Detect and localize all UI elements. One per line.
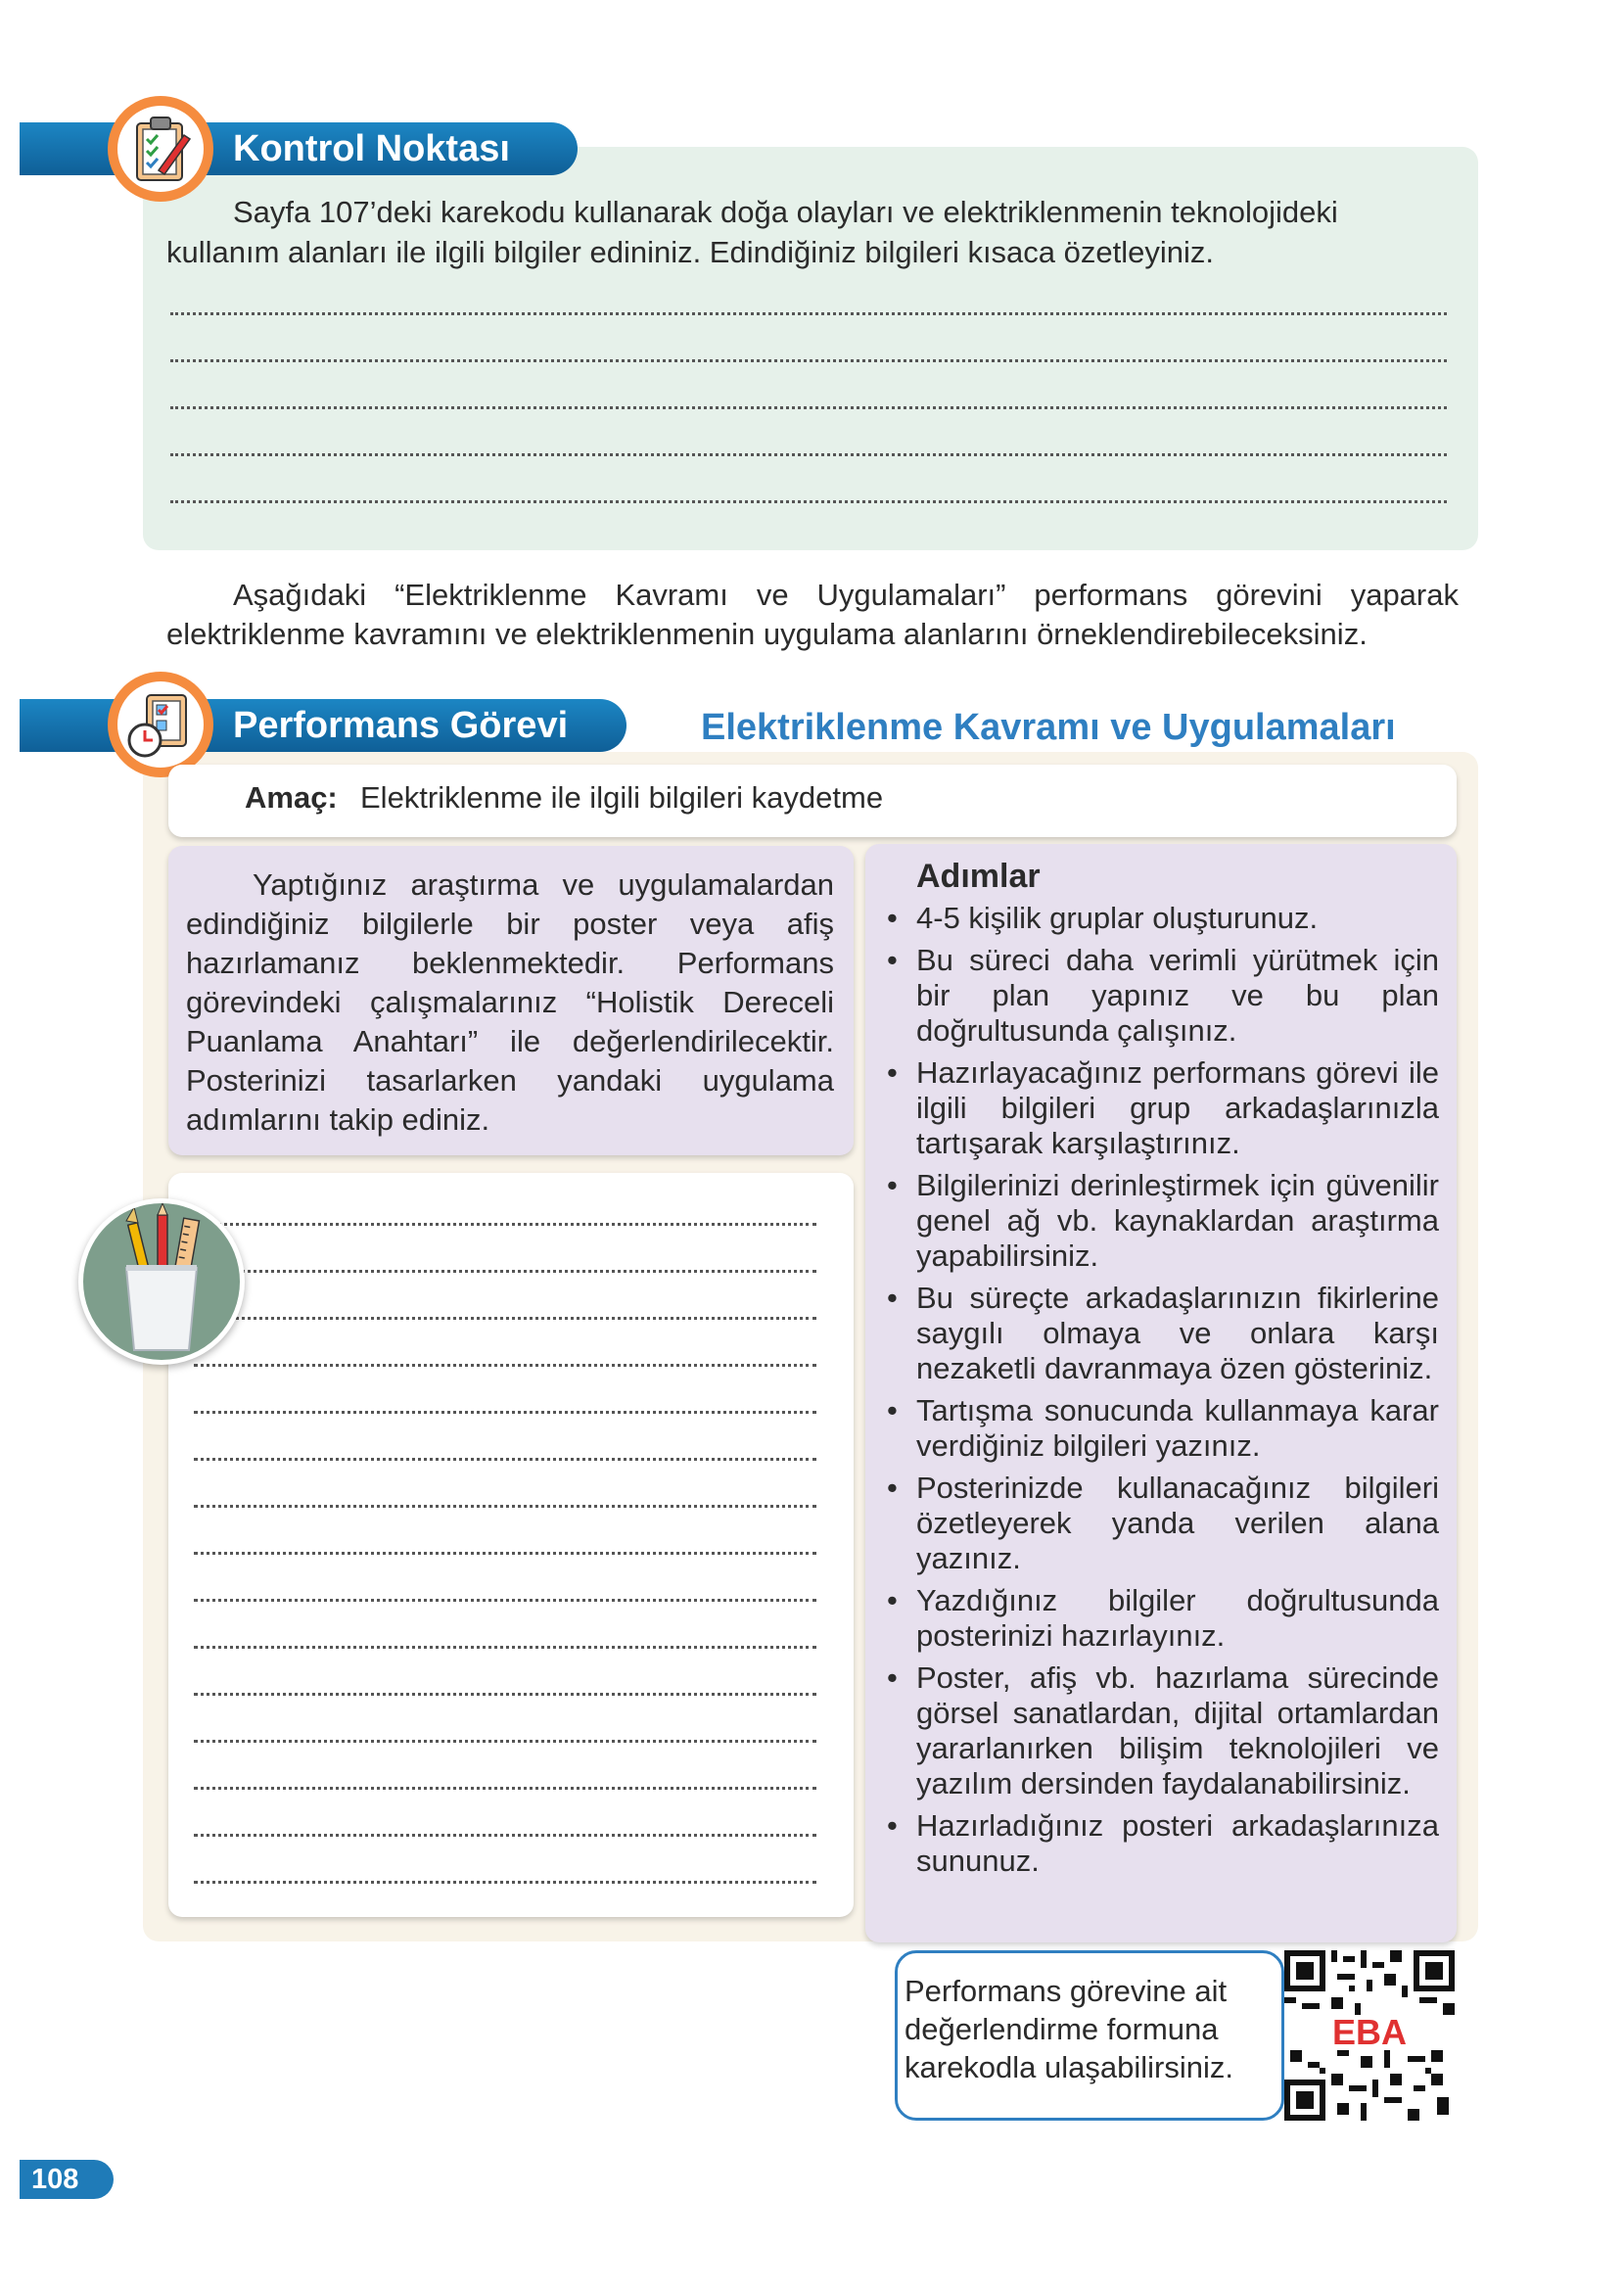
page-number: 108 — [20, 2160, 114, 2199]
writing-line[interactable] — [194, 1504, 816, 1508]
writing-line[interactable] — [194, 1457, 816, 1461]
kontrol-title: Kontrol Noktası — [233, 128, 510, 169]
amac-label: Amaç: — [245, 780, 338, 815]
writing-line[interactable] — [194, 1269, 816, 1273]
performans-subtitle: Elektriklenme Kavramı ve Uygulamaları — [701, 707, 1396, 748]
answer-line[interactable] — [170, 311, 1447, 315]
clock-checklist-icon — [125, 689, 196, 760]
eba-logo-text: EBA — [1331, 2012, 1408, 2052]
step-item: • Bu süreçte arkadaşlarınızın fikirlerine saygılı olmaya ve onlara karşı nezaketli davranmaya özen gösteriniz. — [879, 1281, 1439, 1386]
step-item: • Tartışma sonucunda kullanmaya karar verdiğiniz bilgileri yazınız. — [879, 1393, 1439, 1464]
writing-line[interactable] — [194, 1222, 816, 1226]
performans-badge — [108, 672, 213, 777]
writing-line[interactable] — [194, 1786, 816, 1790]
writing-line[interactable] — [194, 1551, 816, 1555]
pencil-cup-icon — [83, 1203, 240, 1360]
qr-info-text: Performans görevine ait değerlendirme formuna karekodla ulaşabilirsiniz. — [905, 1974, 1233, 2084]
step-item: • Hazırladığınız posteri arkadaşlarınıza sununuz. — [879, 1808, 1439, 1879]
writing-line[interactable] — [194, 1410, 816, 1414]
writing-line[interactable] — [194, 1598, 816, 1602]
step-item: • 4-5 kişilik gruplar oluşturunuz. — [879, 901, 1439, 936]
answer-line[interactable] — [170, 405, 1447, 409]
pencil-cup-illustration — [78, 1198, 245, 1365]
steps-list — [879, 901, 1439, 1886]
writing-line[interactable] — [194, 1645, 816, 1649]
step-item: • Poster, afiş vb. hazırlama sürecinde görsel sanatlardan, dijital ortamlardan yararlanırken bilişim teknolojileri ve yazılım dersinden faydalanabilirsiniz. — [879, 1660, 1439, 1801]
intro-paragraph: Aşağıdaki “Elektriklenme Kavramı ve Uygulamaları” performans görevini yaparak elektriklenme kavramını ve elektriklenmenin uygulama alanlarını örneklendirebileceksiniz. — [166, 578, 1459, 651]
clipboard-checklist-icon — [129, 114, 192, 184]
step-item: • Bilgilerinizi derinleştirmek için güvenilir genel ağ vb. kaynaklardan araştırma yapabilirsiniz. — [879, 1168, 1439, 1274]
step-item: • Yazdığınız bilgiler doğrultusunda posterinizi hazırlayınız. — [879, 1583, 1439, 1654]
answer-line[interactable] — [170, 452, 1447, 456]
writing-area — [168, 1173, 854, 1917]
task-description: Yaptığınız araştırma ve uygulamalardan edindiğiniz bilgilerle bir poster veya afiş hazırlamanız beklenmektedir. Performans görevindeki çalışmalarınız “Holistik Dereceli Puanlama Anahtarı” ile değerlendirilecektir. Posterinizi tasarlarken yandaki uygulama adımlarını takip ediniz. — [186, 867, 834, 1137]
step-item: • Bu süreci daha verimli yürütmek için bir plan yapınız ve bu plan doğrultusunda çalışınız. — [879, 943, 1439, 1049]
writing-line[interactable] — [194, 1880, 816, 1884]
qr-code[interactable] — [1284, 1950, 1455, 2121]
writing-line[interactable] — [194, 1739, 816, 1743]
writing-line[interactable] — [194, 1833, 816, 1837]
writing-line[interactable] — [194, 1363, 816, 1367]
steps-title: Adımlar — [916, 858, 1041, 895]
step-item: • Hazırlayacağınız performans görevi ile ilgili bilgileri grup arkadaşlarınızla tartışarak karşılaştırınız. — [879, 1055, 1439, 1161]
kontrol-text: Sayfa 107’deki karekodu kullanarak doğa olayları ve elektriklenmenin teknolojideki kullanım alanları ile ilgili bilgiler edininiz. Edindiğiniz bilgileri kısaca özetleyiniz. — [166, 195, 1338, 269]
answer-line[interactable] — [170, 358, 1447, 362]
qr-code-icon — [1284, 1950, 1455, 2121]
writing-line[interactable] — [194, 1316, 816, 1320]
amac-text: Elektriklenme ile ilgili bilgileri kaydetme — [360, 780, 884, 815]
writing-line[interactable] — [194, 1692, 816, 1696]
step-item: • Posterinizde kullanacağınız bilgileri özetleyerek yanda verilen alana yazınız. — [879, 1471, 1439, 1576]
performans-title: Performans Görevi — [233, 705, 569, 746]
kontrol-badge — [108, 96, 213, 202]
answer-line[interactable] — [170, 499, 1447, 503]
